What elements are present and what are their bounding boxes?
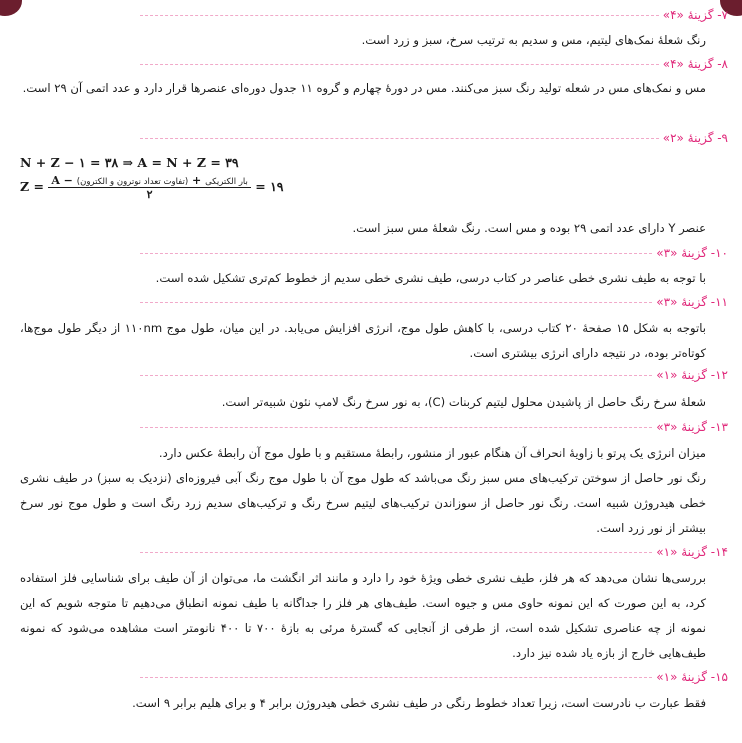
corner-ornament-left — [0, 0, 22, 16]
answer-text: رنگ شعلهٔ نمک‌های لیتیم، مس و سدیم به ترتیب سرخ، سبز و زرد است. — [361, 33, 706, 47]
answer-text: باتوجه به شکل ۱۵ صفحهٔ ۲۰ کتاب درسی، با کاهش طول موج، انرژی افزایش می‌یابد. در این میان، طول موج ۱۱۰nm از دیگر طول موج‌ها، کوتاه‌تر بوده، در نتیجه دارای انرژی بیشتری است. — [20, 321, 707, 360]
answer-text: رنگ نور حاصل از سوختن ترکیب‌های مس سبز رنگ می‌باشد که طول موج آن با طول موج رنگ آبی فیروزه‌ای (نزدیک به سبز) در طیف نشری خطی هیدروژن شبیه است. رنگ نور حاصل از سوزاندن ترکیب‌های لیتیم سرخ رنگ و ترکیب‌های سدیم زرد رنگ است و طول موج نور سرخ بیشتر از نور زرد است. — [20, 471, 706, 535]
answer-body-13 — [20, 441, 706, 541]
answer-body-11 — [20, 316, 706, 366]
answer-body-7 — [20, 28, 706, 53]
answer-text: با توجه به طیف نشری خطی عناصر در کتاب درسی، طیف نشری خطی سدیم از خطوط کم‌تری تشکیل شده است. — [155, 271, 706, 285]
divider — [140, 64, 659, 65]
heading-label: ۹- گزینهٔ «۲» — [662, 131, 728, 145]
formula-fraction — [48, 174, 251, 201]
answer-body-9 — [20, 216, 706, 241]
formula-line-1: N + Z − ۱ = ۳۸ ⇒ A = N + Z = ۳۹ — [20, 155, 239, 170]
answer-heading-7 — [140, 6, 728, 24]
heading-label: ۱۲- گزینهٔ «۱» — [656, 368, 728, 382]
answer-text: بررسی‌ها نشان می‌دهد که هر فلز، طیف نشری خطی ویژهٔ خود را دارد و مانند اثر انگشت ما، می‌توان از آن طیف برای شناسایی فلز استفاده کرد، به این صورت که این نمونه حاوی مس و جیوه است. طیف‌های هر فلز را جداگانه با طیف نمونه انطباق می‌دهیم تا متوجه شویم که این نمونه از چه عناصری تشکیل شده است، از طرفی از آنجایی که گسترهٔ مرئی به بازهٔ ۷۰۰ تا ۴۰۰ نانومتر است مشاهده می‌شود که نمونه طیف‌هایی خارج از بازه یاد شده نیز دارد. — [20, 571, 706, 660]
fraction-numerator — [48, 174, 251, 188]
divider — [140, 253, 652, 254]
answer-text: فقط عبارت ب نادرست است، زیرا تعداد خطوط رنگی در طیف نشری خطی هیدروژن برابر ۴ و برای هلیم برابر ۹ است. — [132, 696, 706, 710]
fraction-denominator: ۲ — [146, 188, 153, 201]
answer-text: شعلهٔ سرخ رنگ حاصل از پاشیدن محلول لیتیم کربنات (C)، به نور سرخ رنگ لامپ نئون شبیه‌تر است. — [221, 395, 706, 409]
divider — [140, 302, 652, 303]
answer-text: عنصر Y دارای عدد اتمی ۲۹ بوده و مس است. رنگ شعلهٔ مس سبز است. — [352, 221, 706, 235]
num-diff: (تفاوت تعداد نوترون و الکترون) — [76, 177, 189, 187]
answer-heading-11 — [140, 293, 728, 311]
num-a: A − — [51, 174, 73, 187]
divider — [140, 15, 659, 16]
formula-rhs: = ۱۹ — [255, 179, 284, 194]
divider — [140, 138, 659, 139]
heading-label: ۸- گزینهٔ «۴» — [662, 57, 728, 71]
divider — [140, 552, 652, 553]
answer-text: میزان انرژی یک پرتو با زاویهٔ انحراف آن هنگام عبور از منشور، رابطهٔ مستقیم و با طول موج آن رابطهٔ عکس دارد. — [158, 446, 706, 460]
answer-body-15 — [20, 691, 706, 716]
answer-text: مس و نمک‌های مس در شعله تولید رنگ سبز می‌کنند. مس در دورهٔ چهارم و گروه ۱۱ جدول دوره‌ای عنصرها قرار دارد و عدد اتمی آن ۲۹ است. — [22, 81, 706, 95]
answer-body-12 — [20, 390, 706, 415]
heading-label: ۱۱- گزینهٔ «۳» — [656, 295, 728, 309]
answer-heading-8 — [140, 55, 728, 73]
answer-body-10 — [20, 266, 706, 291]
answer-heading-9 — [140, 129, 728, 147]
divider — [140, 677, 652, 678]
divider — [140, 375, 652, 376]
num-plus: + — [192, 174, 202, 187]
formula-line-2 — [20, 174, 284, 201]
heading-label: ۱۴- گزینهٔ «۱» — [656, 545, 728, 559]
answer-heading-13 — [140, 418, 728, 436]
answer-body-8 — [20, 76, 706, 101]
answer-heading-12 — [140, 366, 728, 384]
answer-heading-14 — [140, 543, 728, 561]
num-charge: بار الکتریکی — [205, 177, 248, 187]
answer-body-14 — [20, 566, 706, 666]
formula-lhs: Z = — [20, 179, 44, 194]
answer-heading-10 — [140, 244, 728, 262]
heading-label: ۱۵- گزینهٔ «۱» — [656, 670, 728, 684]
answer-heading-15 — [140, 668, 728, 686]
heading-label: ۷- گزینهٔ «۴» — [662, 8, 728, 22]
divider — [140, 427, 652, 428]
heading-label: ۱۰- گزینهٔ «۳» — [656, 246, 728, 260]
heading-label: ۱۳- گزینهٔ «۳» — [656, 420, 728, 434]
